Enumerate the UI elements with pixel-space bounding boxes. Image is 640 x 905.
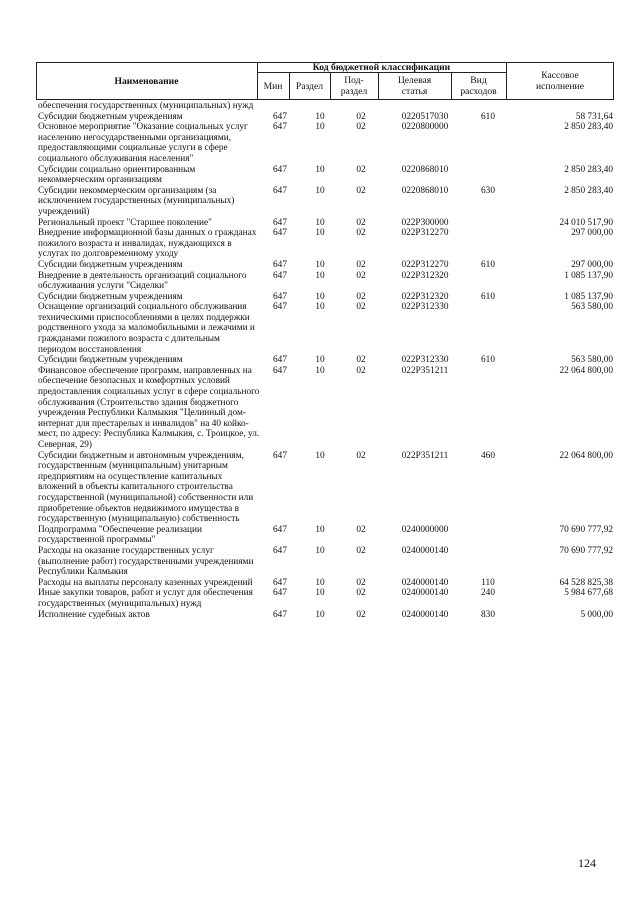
row-min: 647: [273, 365, 287, 376]
row-min: 647: [273, 355, 287, 366]
row-celevaya: 022P312320: [401, 291, 449, 302]
row-min: 647: [273, 122, 287, 133]
row-amount: 58 731,64: [575, 111, 613, 122]
row-celevaya: 022P312330: [401, 302, 449, 313]
row-min: 647: [273, 185, 287, 196]
row-name: Исполнение судебных актов: [38, 609, 150, 620]
row-amount: 5 000,00: [580, 609, 613, 620]
row-name: Субсидии социально ориентированным некоммерческим организациям: [38, 164, 196, 186]
row-podrazdel: 02: [356, 588, 366, 599]
row-min: 647: [273, 609, 287, 620]
row-name: Внедрение информационной базы данных о гражданах пожилого возраста и инвалидах, нуждающихся в услугах по долговременному уходу: [38, 228, 257, 260]
row-razdel: 10: [315, 450, 325, 461]
header-podrazdel: Под- раздел: [340, 75, 368, 97]
table-row: [38, 271, 613, 292]
row-min: 647: [273, 545, 287, 556]
row-name: Оснащение организаций социального обслуживания техническими приспособлениями в целях поддержки родственного ухода за маломобильными и лежачими и гражданами пожилого возраста с длительным периодом восстановления: [38, 302, 255, 355]
row-razdel: 10: [315, 524, 325, 535]
row-vid: 110: [481, 577, 495, 588]
row-amount: 1 085 137,90: [564, 291, 613, 302]
row-razdel: 10: [315, 302, 325, 313]
table-row: [38, 525, 613, 546]
row-podrazdel: 02: [356, 302, 366, 313]
row-name: Расходы на выплаты персоналу казенных учреждений: [38, 577, 253, 588]
row-podrazdel: 02: [356, 164, 366, 175]
row-razdel: 10: [315, 355, 325, 366]
row-name: Субсидии бюджетным учреждениям: [38, 355, 183, 366]
row-min: 647: [273, 111, 287, 122]
row-vid: 610: [481, 355, 495, 366]
row-min: 647: [273, 259, 287, 270]
row-celevaya: 022P300000: [401, 217, 449, 228]
row-razdel: 10: [315, 185, 325, 196]
row-celevaya: 0220517030: [401, 111, 449, 122]
table-row: [38, 302, 613, 355]
row-razdel: 10: [315, 164, 325, 175]
row-name: Основное мероприятие "Оказание социальных услуг населению негосударственными организациями, предоставляющими социальные услуги в сфере социального обслуживания населения": [38, 122, 248, 164]
row-celevaya: 022P312320: [401, 270, 449, 281]
row-amount: 64 528 825,38: [559, 577, 613, 588]
row-vid: 830: [481, 609, 495, 620]
row-podrazdel: 02: [356, 545, 366, 556]
header-kassovoe: Кассовое исполнение: [536, 70, 584, 92]
row-name: Субсидии бюджетным и автономным учреждениям, государственным (муниципальным) унитарным предприятиям на осуществление капитальных вложений в объекты капитального строительства государственной (муниципальной) собственности или приобретение объектов недвижимого имущества в государственную (муниципальную) собственность: [38, 450, 254, 525]
row-podrazdel: 02: [356, 228, 366, 239]
row-razdel: 10: [315, 365, 325, 376]
row-celevaya: 0220868010: [401, 185, 449, 196]
row-name: Региональный проект "Старшее поколение": [38, 217, 212, 228]
row-amount: 297 000,00: [571, 228, 613, 239]
table-row: [38, 355, 613, 366]
row-podrazdel: 02: [356, 217, 366, 228]
table-row: [38, 112, 613, 123]
row-podrazdel: 02: [356, 450, 366, 461]
table-row: [38, 578, 613, 589]
row-razdel: 10: [315, 228, 325, 239]
row-vid: 610: [481, 291, 495, 302]
table-row: [38, 260, 613, 271]
row-amount: 2 850 283,40: [564, 185, 613, 196]
row-name: Субсидии бюджетным учреждениям: [38, 259, 183, 270]
row-min: 647: [273, 577, 287, 588]
row-razdel: 10: [315, 545, 325, 556]
row-vid: 610: [481, 111, 495, 122]
row-podrazdel: 02: [356, 122, 366, 133]
table-body: [38, 101, 613, 620]
row-amount: 563 580,00: [571, 302, 613, 313]
row-razdel: 10: [315, 217, 325, 228]
row-min: 647: [273, 450, 287, 461]
row-name: Иные закупки товаров, работ и услуг для обеспечения государственных (муниципальных) нужд: [38, 588, 253, 609]
row-min: 647: [273, 228, 287, 239]
row-amount: 1 085 137,90: [564, 270, 613, 281]
row-celevaya: 0240000140: [401, 609, 449, 620]
row-celevaya: 022P312330: [401, 355, 449, 366]
row-podrazdel: 02: [356, 355, 366, 366]
row-celevaya: 0240000140: [401, 588, 449, 599]
table-row: [38, 292, 613, 303]
table-row: [38, 588, 613, 609]
row-amount: 24 010 517,90: [559, 217, 613, 228]
row-razdel: 10: [315, 577, 325, 588]
row-podrazdel: 02: [356, 259, 366, 270]
row-amount: 297 000,00: [571, 259, 613, 270]
row-podrazdel: 02: [356, 609, 366, 620]
row-vid: 610: [481, 259, 495, 270]
row-celevaya: 0220800000: [401, 122, 449, 133]
row-name: Расходы на оказание государственных услуг (выполнение работ) государственными учреждениями Республики Калмыкия: [38, 545, 254, 578]
table-row: [38, 101, 613, 112]
row-podrazdel: 02: [356, 111, 366, 122]
header-razdel: Раздел: [295, 80, 324, 92]
row-amount: 2 850 283,40: [564, 122, 613, 133]
row-razdel: 10: [315, 270, 325, 281]
row-razdel: 10: [315, 588, 325, 599]
row-podrazdel: 02: [356, 291, 366, 302]
table-row: [38, 451, 613, 525]
table-row: [38, 228, 613, 260]
row-vid: 630: [481, 185, 495, 196]
row-min: 647: [273, 588, 287, 599]
row-amount: 2 850 283,40: [564, 164, 613, 175]
header-name: Наименование: [114, 75, 179, 87]
row-celevaya: 022P351211: [401, 450, 449, 461]
page-number: 124: [578, 856, 596, 870]
row-amount: 22 064 800,00: [559, 365, 613, 376]
row-min: 647: [273, 291, 287, 302]
row-razdel: 10: [315, 291, 325, 302]
row-podrazdel: 02: [356, 185, 366, 196]
row-razdel: 10: [315, 122, 325, 133]
row-razdel: 10: [315, 609, 325, 620]
row-amount: 5 984 677,68: [564, 588, 613, 599]
row-min: 647: [273, 524, 287, 535]
row-name: Финансовое обеспечение программ, направленных на обеспечение безопасных и комфортных условий предоставления социальных услуг в сфере социального обслуживания (Строительство здания бюджетного учреждения Республики Калмыкия "Целинный дом-интернат для престарелых и инвалидов" на 40 койко-мест, по адресу: Республика Калмыкия, с. Троицкое, ул. Северная, 29): [38, 365, 260, 450]
row-name: Субсидии бюджетным учреждениям: [38, 111, 183, 122]
table-row: [38, 366, 613, 451]
row-podrazdel: 02: [356, 524, 366, 535]
header-min: Мин: [263, 80, 283, 92]
table-row: [38, 610, 613, 621]
row-celevaya: 0220868010: [401, 164, 449, 175]
row-min: 647: [273, 217, 287, 228]
row-podrazdel: 02: [356, 270, 366, 281]
row-vid: 460: [481, 450, 495, 461]
row-podrazdel: 02: [356, 577, 366, 588]
row-celevaya: 0240000000: [401, 524, 449, 535]
row-amount: 22 064 800,00: [559, 450, 613, 461]
row-name: Субсидии бюджетным учреждениям: [38, 291, 183, 302]
table-row: [38, 122, 613, 164]
row-celevaya: 0240000140: [401, 577, 449, 588]
table-row: [38, 165, 613, 186]
row-min: 647: [273, 302, 287, 313]
row-name: Подпрограмма "Обеспечение реализации государственной программы": [38, 524, 202, 546]
row-razdel: 10: [315, 259, 325, 270]
row-name: Субсидии некоммерческим организациям (за исключением государственных (муниципальных) учреждений): [38, 185, 235, 217]
row-min: 647: [273, 270, 287, 281]
table-row: [38, 218, 613, 229]
row-razdel: 10: [315, 111, 325, 122]
table-row: [38, 546, 613, 578]
row-amount: 70 690 777,92: [559, 545, 613, 556]
header-vid: Вид расходов: [460, 75, 497, 97]
row-amount: 70 690 777,92: [559, 524, 613, 535]
row-name: Внедрение в деятельность организаций социального обслуживания услуги "Сиделки": [38, 270, 247, 292]
table-row: [38, 186, 613, 218]
row-podrazdel: 02: [356, 365, 366, 376]
row-vid: 240: [481, 588, 495, 599]
row-celevaya: 0240000140: [401, 545, 449, 556]
row-name: обеспечения государственных (муниципальных) нужд: [38, 101, 254, 111]
row-celevaya: 022P351211: [401, 365, 449, 376]
header-celevaya: Целевая статья: [397, 75, 432, 97]
header-budget-code: Код бюджетной классификации: [312, 61, 451, 73]
row-amount: 563 580,00: [571, 355, 613, 366]
row-min: 647: [273, 164, 287, 175]
row-celevaya: 022P312270: [401, 259, 449, 270]
row-celevaya: 022P312270: [401, 228, 449, 239]
